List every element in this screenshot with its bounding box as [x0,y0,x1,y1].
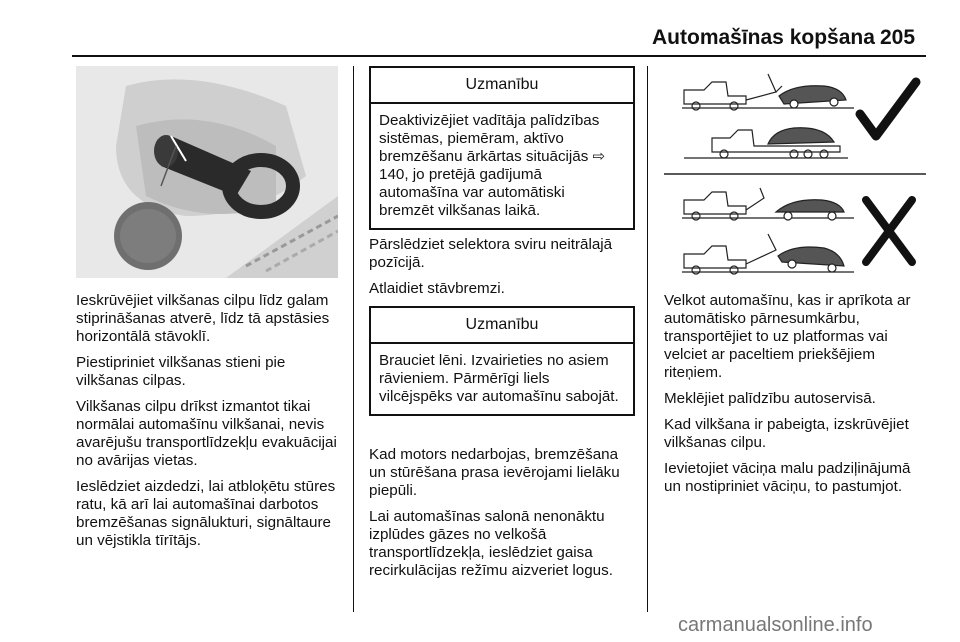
column-2-text [369,236,633,306]
column-divider-2 [647,66,648,612]
column-2-bottom-text [369,446,633,588]
header-rule [72,55,926,57]
warning-box-driver-assistance [369,66,635,230]
warning-heading: Uzmanību [371,308,633,344]
watermark-text: carmanualsonline.info [678,614,873,636]
paragraph: Pārslēdziet selektora sviru neitrālajā pozīcijā. [369,236,613,271]
paragraph: Atlaidiet stāvbremzi. [369,280,505,297]
tow-truck-rear-lift-illustration [682,188,854,220]
tow-truck-lift-illustration [682,74,854,110]
tow-truck-lift-rear-illustration [682,234,854,274]
paragraph: Piestipriniet vilkšanas stieni pie vilkšanas cilpas. [76,354,286,389]
paragraph: Ieskrūvējiet vilkšanas cilpu līdz galam stiprināšanas atverē, līdz tā apstāsies horizontālā stāvoklī. [76,292,330,345]
paragraph: Vilkšanas cilpu drīkst izmantot tikai normālai automašīnu vilkšanai, nevis avarējušu transportlīdzekļu evakuācijai no avārijas vietas. [76,398,337,469]
paragraph: Lai automašīnas salonā nenonāktu izplūdes gāzes no velkošā transportlīdzekļa, ieslēdziet gaisa recirkulācijas režīmu aizveriet logus. [369,508,613,579]
flatbed-truck-illustration [684,128,848,158]
paragraph: Kad motors nedarbojas, bremzēšana un stūrēšana prasa ievērojami lielāku piepūli. [369,446,620,499]
towing-methods-diagram [664,66,926,280]
paragraph: Kad vilkšana ir pabeigta, izskrūvējiet vilkšanas cilpu. [664,416,909,451]
page-number: 205 [880,26,916,49]
paragraph: Ievietojiet vāciņa malu padziļinājumā un nostipriniet vāciņu, to pastumjot. [664,460,911,495]
warning-text: Brauciet lēni. Izvairieties no asiem rāvieniem. Pārmērīgi liels vilcējspēks var automašīnu sabojāt. [379,352,619,405]
paragraph: Ieslēdziet aizdedzi, lai atbloķētu stūres ratu, kā arī lai automašīnai darbotos bremzēšanas signālukturi, signāltaure un vējstikla tīrītājs. [76,478,336,549]
cross-icon [866,200,912,262]
warning-heading: Uzmanību [371,68,633,104]
page-header-title: Automašīnas kopšana [652,26,875,49]
warning-box-drive-slowly [369,306,635,416]
paragraph: Meklējiet palīdzību autoservisā. [664,390,876,407]
checkmark-icon [860,82,916,136]
paragraph: Velkot automašīnu, kas ir aprīkota ar automātisko pārnesumkārbu, transportējiet to uz platformas vai velciet ar paceltiem priekšējiem riteņiem. [664,292,911,381]
warning-text: Deaktivizējiet vadītāja palīdzības sistēmas, piemēram, aktīvo bremzēšanu ārkārtas situācijās ⇨ 140, jo pretējā gadījumā automašīna var automātiski bremzēt vilkšanas laikā. [379,112,606,219]
column-3-text [664,292,928,504]
column-1-text [76,292,344,558]
column-divider-1 [353,66,354,612]
towing-eye-photo [76,66,338,278]
